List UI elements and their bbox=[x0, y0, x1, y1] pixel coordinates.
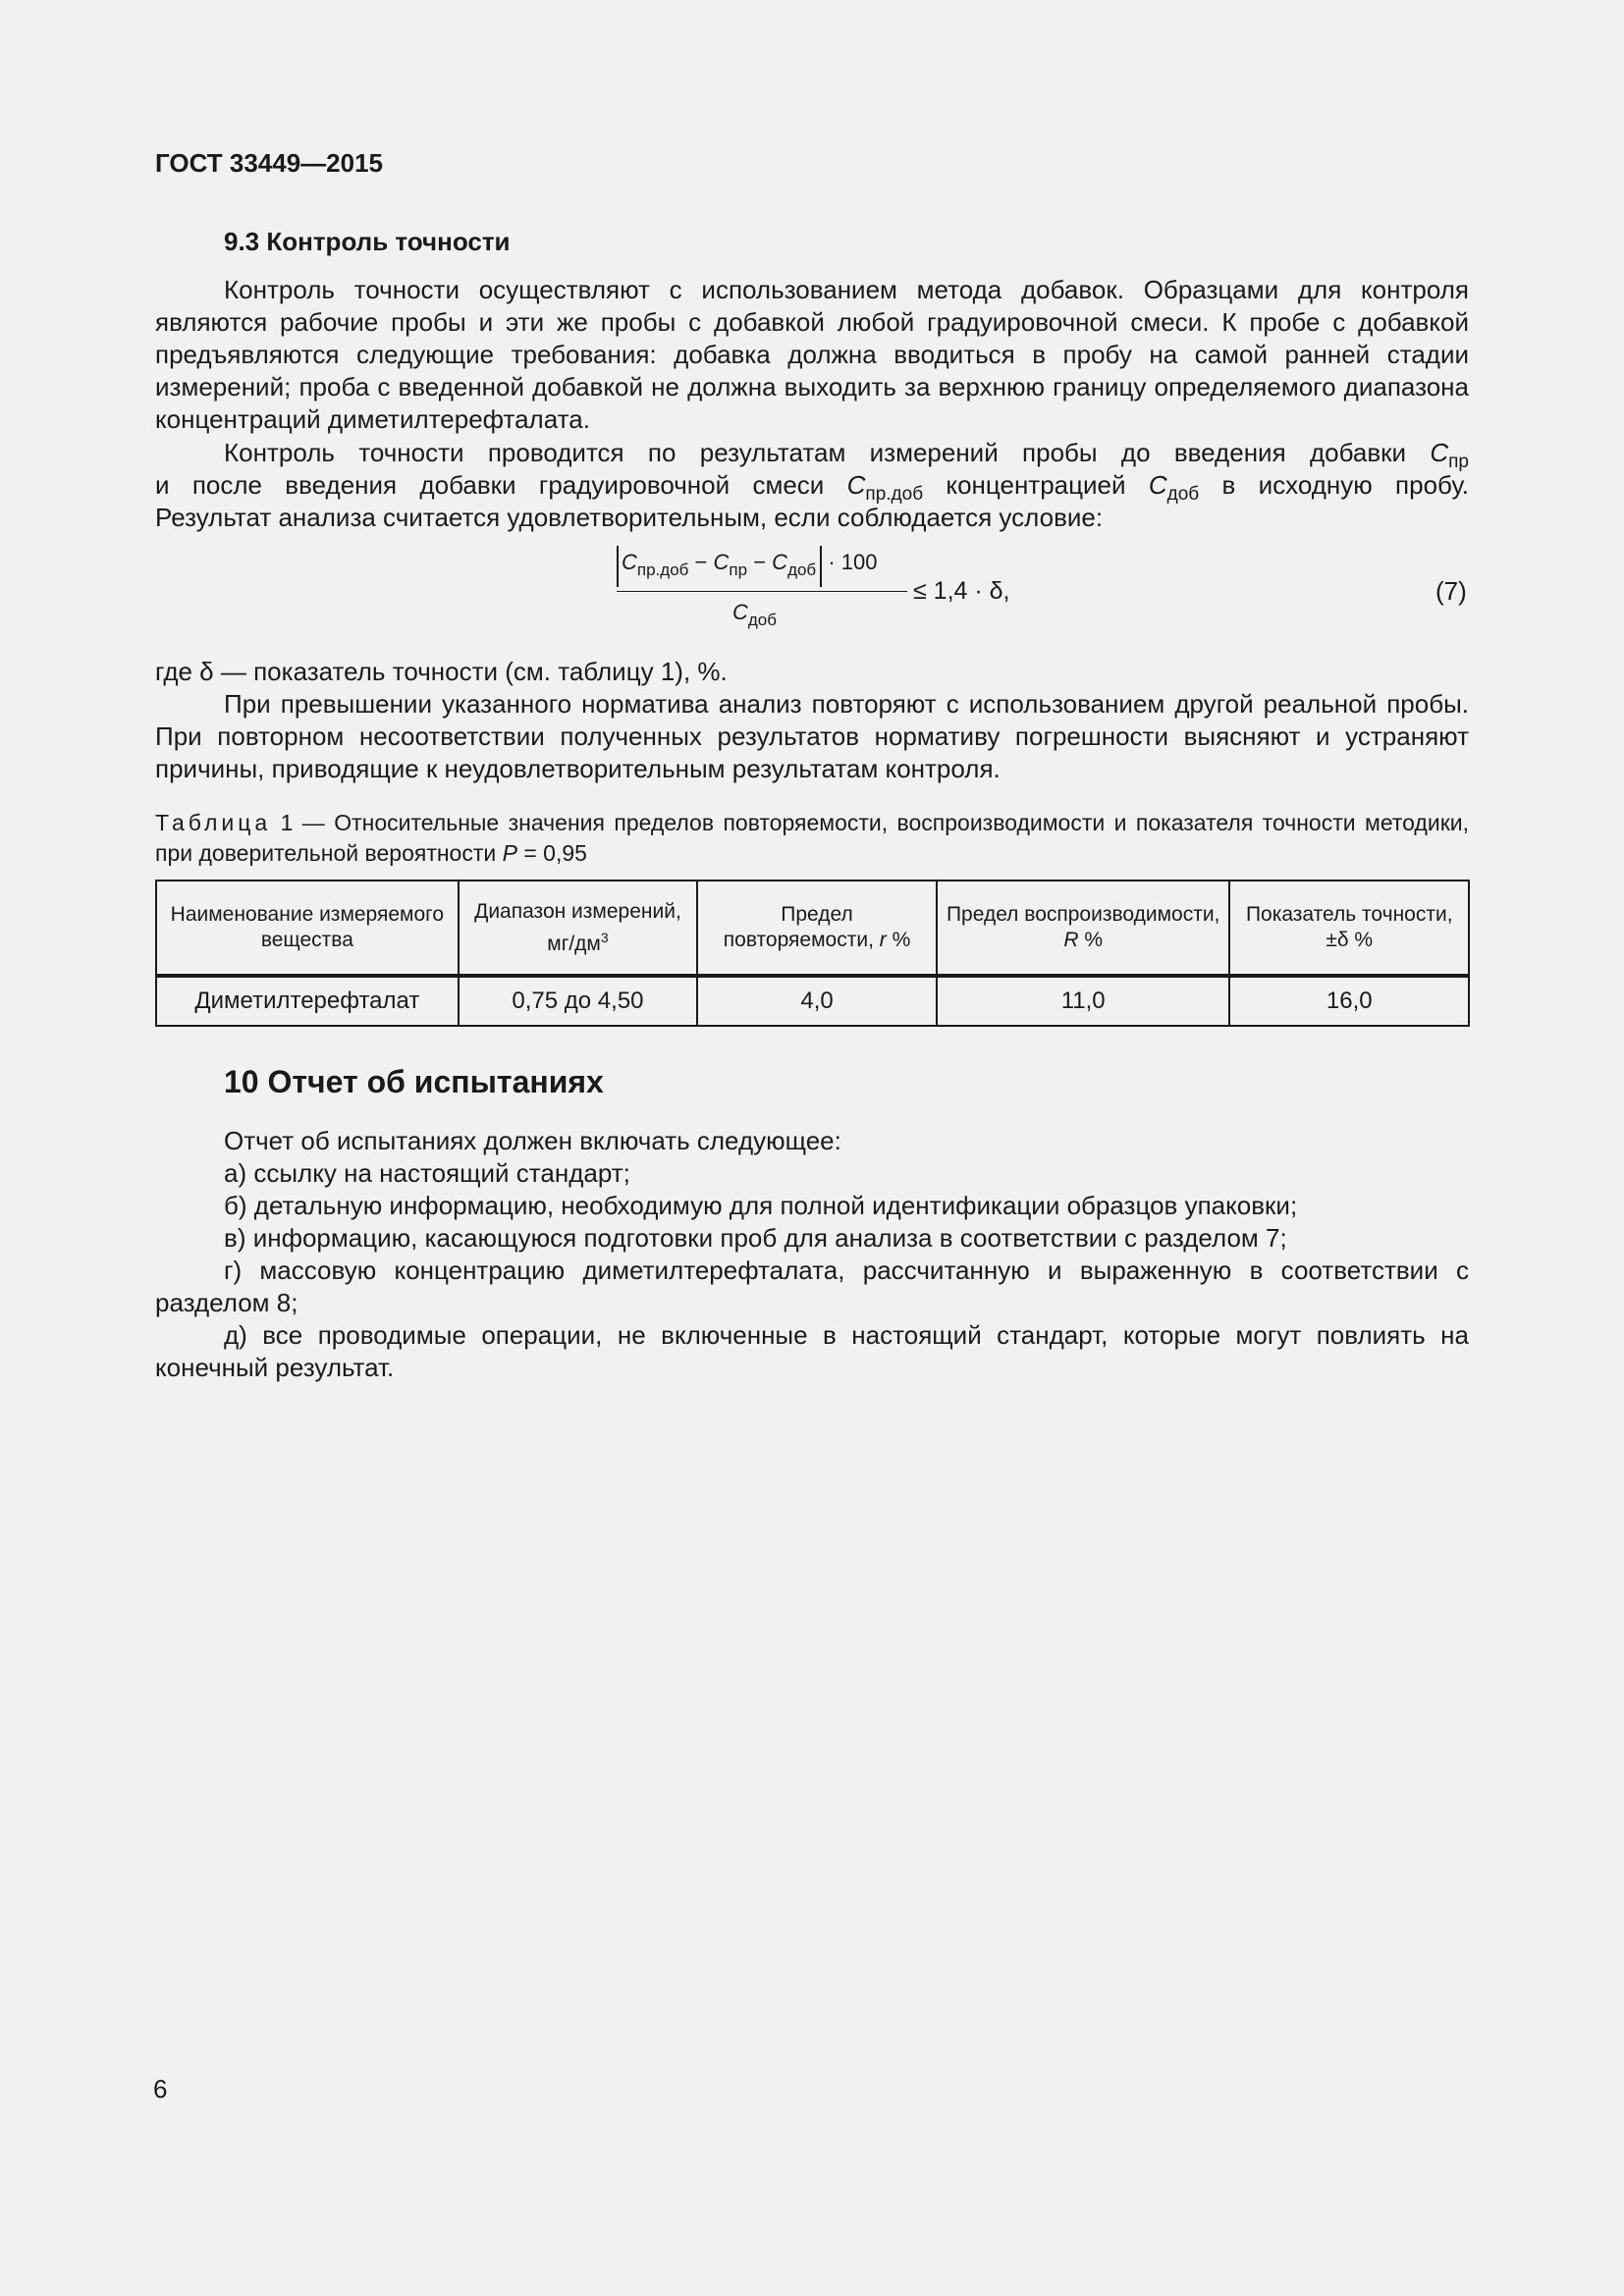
fraction-bar bbox=[617, 591, 907, 592]
header-reproducibility: Предел воспроизводимости, R % bbox=[937, 881, 1230, 976]
document-header: ГОСТ 33449—2015 bbox=[155, 148, 383, 178]
report-item-b: б) детальную информацию, необходимую для полной идентификации образцов упаковки; bbox=[224, 1191, 1298, 1220]
paragraph-where-delta: где δ — показатель точности (см. таблицу 1), %. bbox=[155, 657, 728, 686]
header-repeatability: Предел повторяемости, r % bbox=[697, 881, 937, 976]
report-item-d: д) все проводимые операции, не включенные в настоящий стандарт, которые могут повлиять на конечный результат. bbox=[155, 1320, 1469, 1382]
section-heading-9-3: 9.3 Контроль точности bbox=[224, 227, 511, 256]
paragraph-accuracy-control: Контроль точности осуществляют с использованием метода добавок. Образцами для контроля являются рабочие пробы и эти же пробы с добавкой любой градуировочной смеси. К пробе с добавкой предъявляются следующие требования: добавка должна вводиться в пробу на самой ранней стадии измерений; проба с введенной добавкой не должна выходить за верхнюю границу определяемого диапазона концентраций диметилтерефталата. bbox=[155, 275, 1469, 434]
header-range: Диапазон измерений, $мг/дм^3$ bbox=[459, 881, 697, 976]
page-number: 6 bbox=[153, 2074, 168, 2104]
formula-rhs: ≤ 1,4 · δ, bbox=[913, 577, 1010, 605]
header-substance: Наименование измеряемого вещества bbox=[156, 881, 459, 976]
cell-repeatability: 4,0 bbox=[697, 976, 937, 1026]
cell-substance: Диметилтерефталат bbox=[156, 976, 459, 1026]
paragraph-measurement-line2: и после введения добавки градуировочной смеси $C_{пр.доб}$ концентрацией $C_{доб}$ в исходную пробу. bbox=[155, 470, 1470, 505]
formula-number: (7) bbox=[1435, 576, 1467, 606]
paragraph-exceed-norm: При превышении указанного норматива анализ повторяют с использованием другой реальной пробы. При повторном несоответствии полученных результатов нормативу погрешности выясняют и устраняют причины, приводящие к неудовлетворительным результатам контроля. bbox=[155, 689, 1469, 783]
header-accuracy: Показатель точности, ±δ % bbox=[1229, 881, 1469, 976]
paragraph-measurement-line1: Контроль точности проводится по результатам измерений пробы до введения добавки $C_{пр}$ bbox=[224, 438, 1469, 472]
table-precision-limits bbox=[155, 880, 1470, 1027]
paragraph-measurement-line3: Результат анализа считается удовлетворительным, если соблюдается условие: bbox=[155, 503, 1104, 532]
report-item-v: в) информацию, касающуюся подготовки проб для анализа в соответствии с разделом 7; bbox=[224, 1223, 1287, 1253]
report-item-a: а) ссылку на настоящий стандарт; bbox=[224, 1158, 630, 1188]
section-heading-10: 10 Отчет об испытаниях bbox=[224, 1064, 604, 1099]
formula-7 bbox=[617, 546, 1029, 634]
cell-reproducibility: 11,0 bbox=[937, 976, 1230, 1026]
formula-denominator: $C_{доб}$ bbox=[732, 600, 778, 629]
table-caption: Таблица 1 — Относительные значения пределов повторяемости, воспроизводимости и показателя точности методики, при доверительной вероятности P = 0,95 bbox=[155, 810, 1469, 866]
formula-numerator: $C_{пр.доб} - C_{пр} - C_{доб} \cdot 100$ bbox=[617, 546, 877, 587]
table-header-row bbox=[156, 881, 1469, 976]
cell-range: 0,75 до 4,50 bbox=[459, 976, 697, 1026]
cell-accuracy: 16,0 bbox=[1229, 976, 1469, 1026]
report-intro: Отчет об испытаниях должен включать следующее: bbox=[224, 1126, 841, 1155]
table-row bbox=[156, 976, 1469, 1026]
report-item-g: г) массовую концентрацию диметилтерефталата, рассчитанную и выраженную в соответствии с разделом 8; bbox=[155, 1255, 1469, 1317]
